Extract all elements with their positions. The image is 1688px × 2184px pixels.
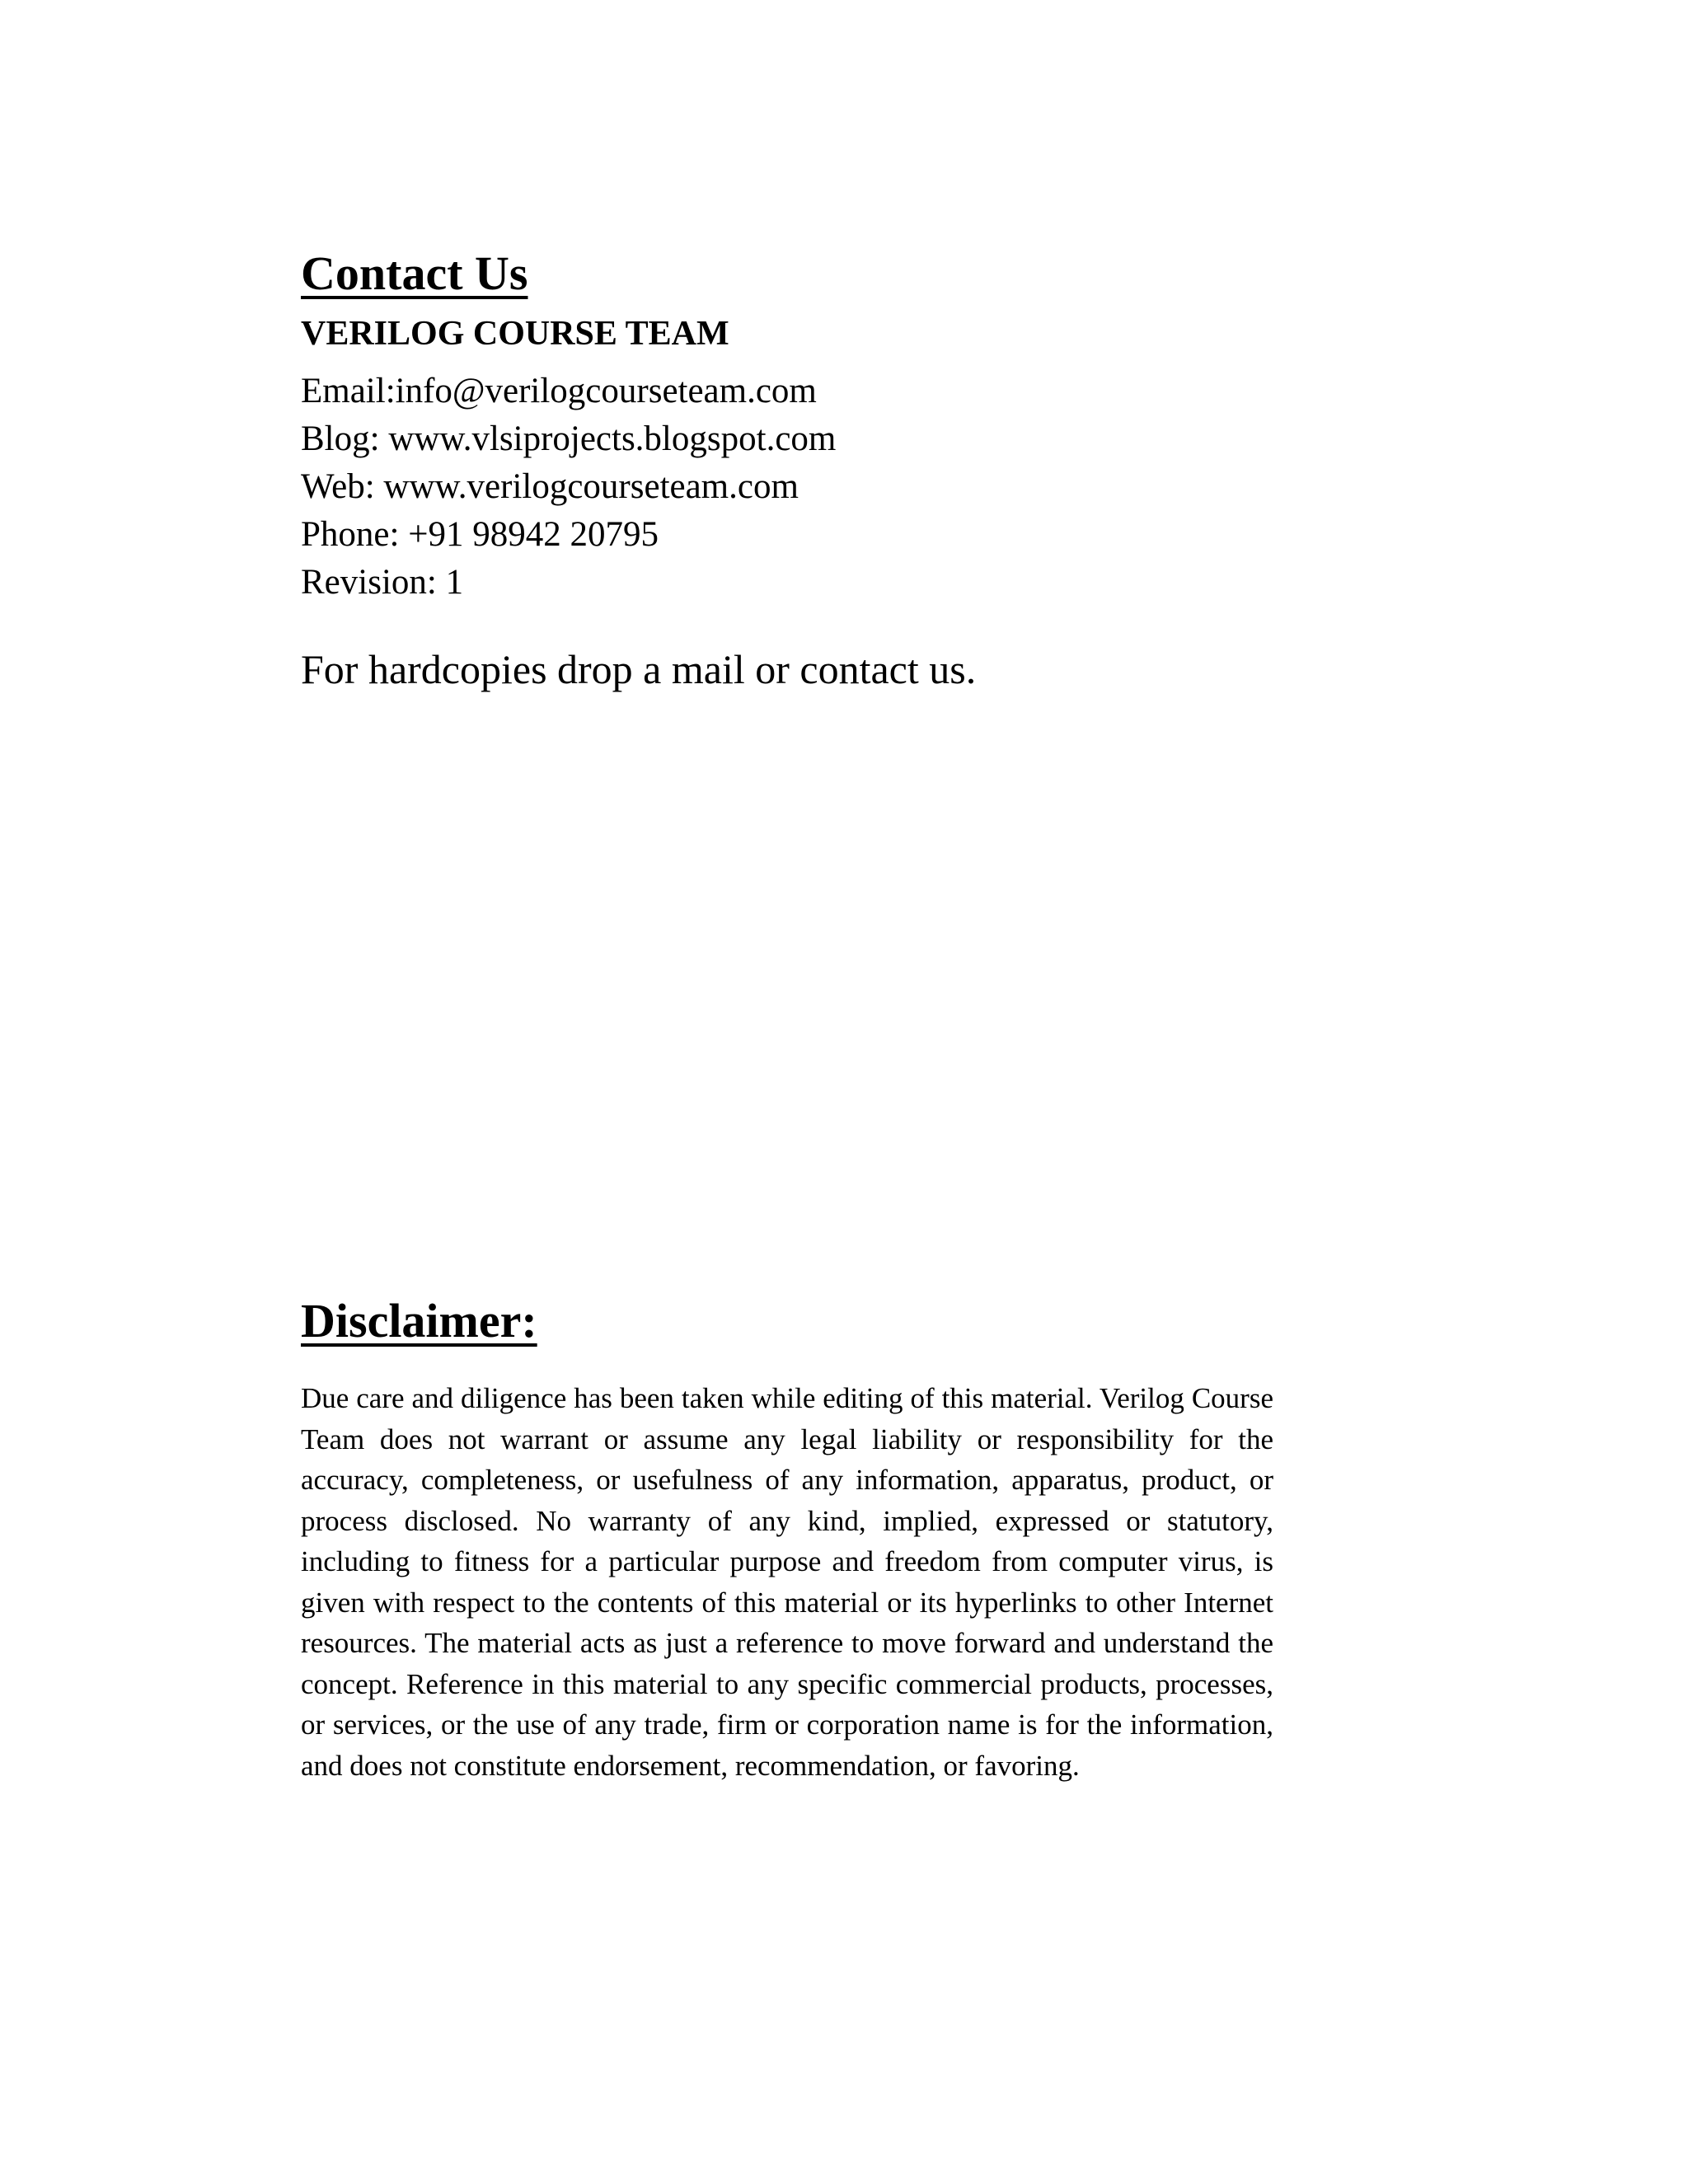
team-name: VERILOG COURSE TEAM bbox=[301, 315, 729, 353]
disclaimer-heading: Disclaimer: bbox=[301, 1294, 537, 1347]
contact-phone: Phone: +91 98942 20795 bbox=[301, 515, 659, 554]
contact-details bbox=[301, 368, 836, 607]
contact-revision: Revision: 1 bbox=[301, 563, 464, 602]
contact-email: Email:info@verilogcourseteam.com bbox=[301, 372, 817, 410]
contact-heading: Contact Us bbox=[301, 246, 528, 300]
contact-blog: Blog: www.vlsiprojects.blogspot.com bbox=[301, 419, 837, 458]
contact-web: Web: www.verilogcourseteam.com bbox=[301, 467, 799, 506]
hardcopy-note: For hardcopies drop a mail or contact us. bbox=[301, 646, 977, 692]
disclaimer-text: Due care and diligence has been taken while editing of this material. Verilog Course Team does not warrant or assume any legal liability or responsibility for the accuracy, completeness, or usefulness of any information, apparatus, product, or process disclosed. No warranty of any kind, implied, expressed or statutory, including to fitness for a particular purpose and freedom from computer virus, is given with respect to the contents of this material or its hyperlinks to other Internet resources. The material acts as just a reference to move forward and understand the concept. Reference in this material to any specific commercial products, processes, or services, or the use of any trade, firm or corporation name is for the information, and does not constitute endorsement, recommendation, or favoring. bbox=[301, 1382, 1273, 1782]
